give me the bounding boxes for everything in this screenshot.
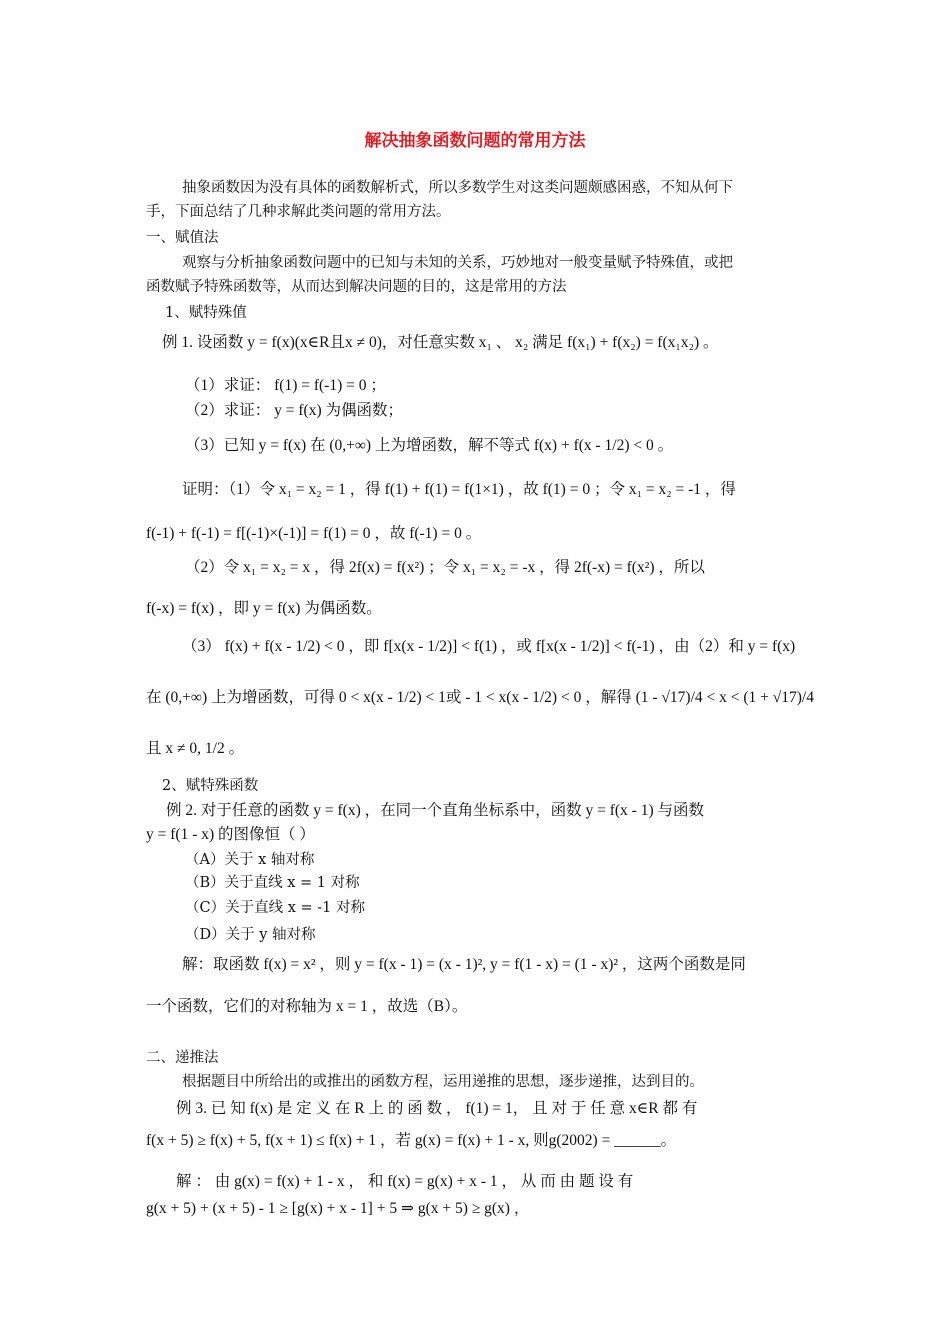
proof-line-7: 且 x ≠ 0, 1/2 。 <box>146 740 245 757</box>
option-c: （C）关于直线 x = -1 对称 <box>185 900 365 916</box>
solution-3-line-2: g(x + 5) + (x + 5) - 1 ≥ [g(x) + x - 1] + 5 ⇒ g(x + 5) ≥ g(x) ， <box>146 1200 530 1217</box>
example-3-line-2: f(x + 5) ≥ f(x) + 5, f(x + 1) ≤ f(x) + 1 ，若 g(x) = f(x) + 1 - x, 则g(2002) = ______。 <box>146 1132 677 1149</box>
paragraph-line-1: 观察与分析抽象函数问题中的已知与未知的关系，巧妙地对一般变量赋予特殊值，或把 <box>182 255 733 271</box>
example-1-part-1: （1）求证： f(1) = f(-1) = 0 ； <box>185 377 386 394</box>
proof-line-2: f(-1) + f(-1) = f[(-1)×(-1)] = f(1) = 0 ，故 f(-1) = 0 。 <box>146 525 482 542</box>
document-title: 解决抽象函数问题的常用方法 <box>364 131 586 151</box>
example-1-statement: 例 1. 设函数 y = f(x)(x∈R且x ≠ 0)，对任意实数 x₁ 、 x₂ 满足 f(x₁) + f(x₂) = f(x₁x₂) 。 <box>162 334 719 351</box>
solution-2-line-2: 一个函数，它们的对称轴为 x = 1 ，故选（B）。 <box>146 998 468 1015</box>
subsection-heading-1: 1、赋特殊值 <box>165 305 247 321</box>
example-2-line-1: 例 2. 对于任意的函数 y = f(x) ，在同一个直角坐标系中，函数 y = f(x - 1) 与函数 <box>166 802 704 819</box>
example-2-line-2: y = f(1 - x) 的图像恒（ ） <box>146 826 315 843</box>
paragraph-line-3: 根据题目中所给出的或推出的函数方程，运用递推的思想，逐步递推，达到目的。 <box>182 1074 704 1090</box>
option-d: （D）关于 y 轴对称 <box>185 927 316 943</box>
section-heading-2: 二、递推法 <box>146 1050 219 1066</box>
example-1-part-3: （3）已知 y = f(x) 在 (0,+∞) 上为增函数，解不等式 f(x) + f(x - 1/2) < 0 。 <box>185 437 674 454</box>
subsection-heading-2: 2、赋特殊函数 <box>162 778 259 794</box>
example-1-part-2: （2）求证： y = f(x) 为偶函数； <box>185 402 403 419</box>
intro-line-2: 手，下面总结了几种求解此类问题的常用方法。 <box>146 204 451 220</box>
proof-line-1: 证明：（1）令 x₁ = x₂ = 1 ，得 f(1) + f(1) = f(1×1) ，故 f(1) = 0 ；令 x₁ = x₂ = -1 ，得 <box>182 481 736 498</box>
example-3-line-1: 例 3. 已 知 f(x) 是 定 义 在 R 上 的 函 数 ， f(1) = 1， 且 对 于 任 意 x∈R 都 有 <box>176 1100 698 1117</box>
solution-2-line-1: 解：取函数 f(x) = x² ，则 y = f(x - 1) = (x - 1)², y = f(1 - x) = (1 - x)² ，这两个函数是同 <box>182 956 746 973</box>
proof-line-3: （2）令 x₁ = x₂ = x ，得 2f(x) = f(x²) ；令 x₁ = x₂ = -x ，得 2f(-x) = f(x²) ，所以 <box>185 559 705 576</box>
option-a: （A）关于 x 轴对称 <box>185 852 315 868</box>
solution-3-line-1: 解 ： 由 g(x) = f(x) + 1 - x ， 和 f(x) = g(x) + x - 1 ， 从 而 由 题 设 有 <box>176 1173 634 1190</box>
intro-line-1: 抽象函数因为没有具体的函数解析式，所以多数学生对这类问题颇感困惑，不知从何下 <box>182 180 733 196</box>
proof-line-6: 在 (0,+∞) 上为增函数，可得 0 < x(x - 1/2) < 1或 - 1 < x(x - 1/2) < 0 ，解得 (1 - √17)/4 < x < (1 + √17)/4 <box>146 689 814 706</box>
proof-line-4: f(-x) = f(x) ，即 y = f(x) 为偶函数。 <box>146 600 382 617</box>
section-heading-1: 一、赋值法 <box>146 230 219 246</box>
proof-line-5: （3） f(x) + f(x - 1/2) < 0 ，即 f[x(x - 1/2)] < f(1) ，或 f[x(x - 1/2)] < f(-1) ，由（2）和 y = f(x) <box>182 638 796 655</box>
paragraph-line-2: 函数赋予特殊函数等，从而达到解决问题的目的，这是常用的方法 <box>146 279 567 295</box>
option-b: （B）关于直线 x = 1 对称 <box>185 875 360 891</box>
